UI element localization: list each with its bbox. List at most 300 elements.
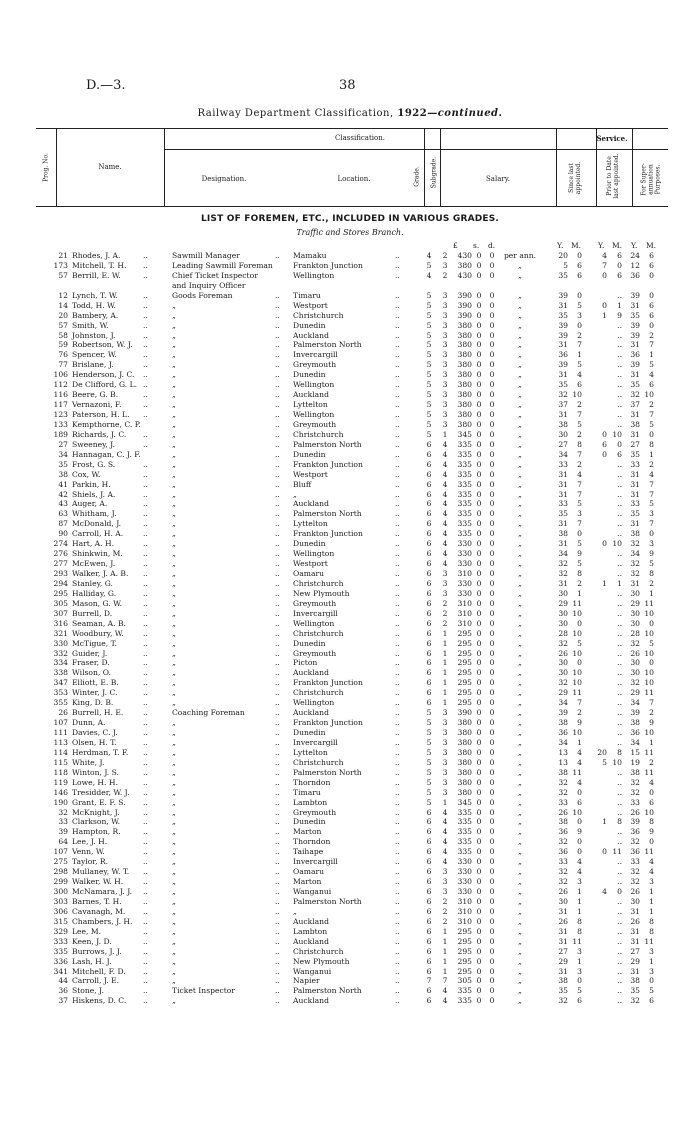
subgrade-cell: 2	[442, 618, 448, 628]
name-cell: Woodbury, W.	[72, 628, 124, 638]
grade-cell: 6	[426, 559, 432, 569]
leader-dots-cell: ..	[275, 946, 280, 956]
service-since-years-cell: 32	[558, 678, 568, 688]
service-super-months-cell: 6	[649, 260, 654, 270]
leader-dots-cell: ..	[395, 429, 400, 439]
salary-pounds-cell: 380	[457, 718, 472, 728]
service-prior-years-cell: 0	[602, 449, 607, 459]
salary-shillings-cell: 0	[476, 578, 482, 588]
service-since-months-cell: 4	[577, 857, 582, 867]
salary-period-cell: „	[518, 708, 522, 718]
service-super-years-cell: 31	[630, 429, 640, 439]
salary-period-cell: „	[518, 350, 522, 360]
subgrade-cell: 4	[442, 539, 448, 549]
subgrade-cell: 4	[442, 519, 448, 529]
designation-cell: „	[172, 847, 176, 857]
salary-pounds-cell: 430	[457, 251, 472, 260]
location-cell: New Plymouth	[293, 588, 350, 598]
service-super-months-cell: 6	[649, 251, 654, 260]
service-prior-months-cell: ..	[617, 638, 622, 648]
table-row	[0, 917, 700, 927]
service-since-years-cell: 33	[558, 459, 568, 469]
salary-pence-cell: 0	[489, 956, 495, 966]
designation-cell: „	[172, 569, 176, 578]
section-title: LIST OF FOREMEN, ETC., INCLUDED IN VARIOUS GRADES.	[200, 214, 500, 224]
leader-dots-cell: ..	[395, 310, 400, 320]
table-row	[0, 350, 700, 360]
location-cell: Greymouth	[293, 807, 337, 817]
service-since-months-cell: 2	[577, 429, 582, 439]
leader-dots-cell: ..	[143, 300, 148, 310]
salary-period-cell: „	[518, 578, 522, 588]
subgrade-cell: 3	[442, 360, 448, 370]
leader-dots-cell: ..	[143, 688, 148, 698]
subgrade-cell: 3	[442, 747, 448, 757]
service-since-months-cell: 4	[577, 777, 582, 787]
service-super-months-cell: 7	[649, 519, 654, 529]
prog-no-cell: 190	[53, 797, 68, 807]
service-since-months-cell: 2	[577, 330, 582, 340]
grade-cell: 5	[426, 747, 432, 757]
service-super-years-cell: 27	[630, 439, 640, 449]
name-cell: Hiskens, D. C.	[72, 996, 127, 1006]
salary-period-cell: „	[518, 598, 522, 608]
salary-pence-cell: 0	[489, 867, 495, 877]
grade-cell: 5	[426, 260, 432, 270]
leader-dots-cell: ..	[275, 509, 280, 519]
subgrade-cell: 3	[442, 380, 448, 390]
service-prior-years-cell: 0	[602, 429, 607, 439]
table-row	[0, 788, 700, 798]
leader-dots-cell: ..	[395, 747, 400, 757]
service-since-months-cell: 4	[577, 469, 582, 479]
service-super-months-cell: 7	[649, 479, 654, 489]
service-since-years-cell: 33	[558, 499, 568, 509]
subgrade-cell: 2	[442, 896, 448, 906]
service-since-years-cell: 33	[558, 857, 568, 867]
prog-no-cell: 274	[53, 539, 68, 549]
leader-dots-cell: ..	[275, 330, 280, 340]
salary-pence-cell: 0	[489, 857, 495, 867]
prog-no-cell: 315	[53, 916, 68, 926]
table-row	[0, 450, 700, 460]
salary-shillings-cell: 0	[476, 708, 482, 718]
service-since-years-cell: 27	[558, 946, 568, 956]
grade-cell: 6	[426, 638, 432, 648]
name-cell: McNamara, J. J.	[72, 887, 133, 896]
leader-dots-cell: ..	[275, 638, 280, 648]
salary-shillings-cell: 0	[476, 340, 482, 350]
prog-no-cell: 39	[58, 827, 68, 837]
service-since-years-cell: 29	[558, 956, 568, 966]
name-cell: Frost, G. S.	[72, 459, 116, 469]
service-since-years-cell: 31	[558, 966, 568, 976]
grade-cell: 6	[426, 896, 432, 906]
grade-cell: 6	[426, 936, 432, 946]
leader-dots-cell: ..	[275, 648, 280, 658]
subgrade-cell: 2	[442, 906, 448, 916]
location-cell: „	[293, 906, 297, 916]
salary-period-cell: „	[518, 588, 522, 598]
service-since-months-cell: 0	[577, 847, 582, 857]
prog-no-cell: 63	[58, 509, 68, 519]
salary-pounds-cell: 335	[457, 817, 472, 827]
salary-pence-cell: 0	[489, 330, 495, 340]
designation-cell: „	[172, 330, 176, 340]
location-cell: „	[293, 489, 297, 499]
subgrade-cell: 1	[442, 678, 448, 688]
service-prior-months-cell: ..	[617, 777, 622, 787]
prog-no-cell: 118	[53, 767, 68, 777]
leader-dots-cell: ..	[143, 330, 148, 340]
leader-dots-cell: ..	[395, 519, 400, 529]
location-cell: Greymouth	[293, 648, 337, 658]
salary-period-cell: „	[518, 867, 522, 877]
service-since-months-cell: 5	[577, 360, 582, 370]
name-cell: Stanley, G.	[72, 578, 113, 588]
service-since-months-cell: 11	[572, 688, 582, 698]
classification-header: Classification.	[335, 134, 385, 142]
leader-dots-cell: ..	[275, 827, 280, 837]
leader-dots-cell: ..	[143, 320, 148, 330]
leader-dots-cell: ..	[143, 400, 148, 410]
salary-period-cell: „	[518, 797, 522, 807]
leader-dots-cell: ..	[395, 290, 400, 300]
leader-dots-cell: ..	[143, 658, 148, 668]
location-cell: Taihape	[293, 847, 324, 857]
service-since-months-cell: 5	[577, 986, 582, 996]
table-row	[0, 619, 700, 629]
service-since-years-cell: 26	[558, 807, 568, 817]
location-cell: Timaru	[293, 787, 321, 797]
leader-dots-cell: ..	[143, 936, 148, 946]
service-super-years-cell: 33	[630, 857, 640, 867]
leader-dots-cell: ..	[143, 996, 148, 1006]
leader-dots-cell: ..	[395, 847, 400, 857]
designation-cell: „	[172, 678, 176, 688]
leader-dots-cell: ..	[395, 718, 400, 728]
salary-pence-cell: 0	[489, 549, 495, 559]
designation-cell: „	[172, 658, 176, 668]
salary-pounds-cell: 310	[457, 569, 472, 578]
salary-pounds-cell: 330	[457, 578, 472, 588]
prog-no-cell: 59	[58, 340, 68, 350]
title-year: 1922	[397, 108, 428, 119]
subgrade-cell: 4	[442, 996, 448, 1006]
subgrade-cell: 4	[442, 449, 448, 459]
service-super-years-cell: 36	[630, 350, 640, 360]
salary-period-cell: „	[518, 628, 522, 638]
service-super-months-cell: 6	[649, 996, 654, 1006]
leader-dots-cell: ..	[275, 976, 280, 986]
salary-pounds-cell: 335	[457, 529, 472, 539]
leader-dots-cell: ..	[395, 986, 400, 996]
service-since-years-cell: 26	[558, 648, 568, 658]
salary-period-cell: „	[518, 380, 522, 390]
service-super-months-cell: 2	[649, 330, 654, 340]
salary-shillings-cell: 0	[476, 370, 482, 380]
service-super-months-cell: 11	[644, 936, 654, 946]
name-cell: Fraser, D.	[72, 658, 110, 668]
designation-cell: „	[172, 857, 176, 867]
name-cell: White, J.	[72, 757, 105, 767]
leader-dots-cell: ..	[395, 906, 400, 916]
salary-period-cell: „	[518, 926, 522, 936]
subgrade-cell: 3	[442, 718, 448, 728]
service-super-years-cell: 35	[630, 310, 640, 320]
name-cell: Lee, J. H.	[72, 837, 108, 847]
grade-cell: 6	[426, 877, 432, 887]
name-cell: Stone, J.	[72, 986, 104, 996]
salary-pounds-cell: 430	[457, 270, 472, 280]
leader-dots-cell: ..	[143, 767, 148, 777]
salary-pence-cell: 0	[489, 688, 495, 698]
table-row	[0, 718, 700, 728]
leader-dots-cell: ..	[395, 956, 400, 966]
prog-no-cell: 58	[58, 330, 68, 340]
leader-dots-cell: ..	[143, 777, 148, 787]
salary-period-cell: „	[518, 827, 522, 837]
service-since-months-cell: 7	[577, 698, 582, 708]
salary-pence-cell: 0	[489, 559, 495, 569]
designation-cell: Chief Ticket Inspector	[172, 270, 258, 280]
leader-dots-cell: ..	[143, 877, 148, 887]
location-cell: Wellington	[293, 549, 335, 559]
name-cell: Bambery, A.	[72, 310, 119, 320]
grade-cell: 5	[426, 787, 432, 797]
salary-pence-cell: 0	[489, 737, 495, 747]
location-cell: Auckland	[293, 916, 329, 926]
leader-dots-cell: ..	[275, 728, 280, 737]
leader-dots-cell: ..	[143, 837, 148, 847]
salary-shillings-cell: 0	[476, 936, 482, 946]
name-cell: Cox, W.	[72, 469, 101, 479]
salary-shillings-cell: 0	[476, 896, 482, 906]
service-super-months-cell: 2	[649, 578, 654, 588]
designation-cell: „	[172, 896, 176, 906]
location-cell: Oamaru	[293, 867, 325, 877]
salary-pence-cell: 0	[489, 439, 495, 449]
service-since-months-cell: 5	[577, 499, 582, 509]
service-super-months-cell: 8	[649, 439, 654, 449]
salary-pounds-cell: 380	[457, 777, 472, 787]
salary-pounds-cell: 380	[457, 350, 472, 360]
leader-dots-cell: ..	[143, 608, 148, 618]
salary-shillings-cell: 0	[476, 668, 482, 678]
service-since-years-cell: 30	[558, 588, 568, 598]
service-prior-years-cell: 4	[602, 251, 607, 260]
service-since-months-cell: 10	[572, 628, 582, 638]
service-since-years-cell: 38	[558, 419, 568, 429]
leader-dots-cell: ..	[143, 708, 148, 718]
salary-pounds-cell: 345	[457, 429, 472, 439]
service-since-months-cell: 11	[572, 767, 582, 777]
leader-dots-cell: ..	[395, 489, 400, 499]
service-prior-months-cell: ..	[617, 688, 622, 698]
grade-cell: 6	[426, 658, 432, 668]
table-row	[0, 658, 700, 668]
service-super-months-cell: 0	[649, 320, 654, 330]
grade-cell: 6	[426, 857, 432, 867]
service-super-months-cell: 10	[644, 648, 654, 658]
service-since-months-cell: 10	[572, 807, 582, 817]
table-row	[0, 877, 700, 887]
location-cell: Frankton Junction	[293, 529, 363, 539]
salary-shillings-cell: 0	[476, 926, 482, 936]
service-since-years-cell: 38	[558, 817, 568, 827]
leader-dots-cell: ..	[143, 360, 148, 370]
service-prior-months-cell: ..	[617, 509, 622, 519]
salary-shillings-cell: 0	[476, 837, 482, 847]
service-since-years-cell: 39	[558, 320, 568, 330]
name-cell: Shinkwin, M.	[72, 549, 123, 559]
prog-no-cell: 329	[53, 926, 68, 936]
name-cell: Spencer, W.	[72, 350, 117, 360]
subgrade-cell: 1	[442, 698, 448, 708]
salary-pounds-cell: 380	[457, 320, 472, 330]
leader-dots-cell: ..	[395, 390, 400, 400]
service-since-years-cell: 39	[558, 330, 568, 340]
prog-no-cell: 64	[58, 837, 68, 847]
salary-pence-cell: 0	[489, 370, 495, 380]
location-cell: Oamaru	[293, 569, 325, 578]
leader-dots-cell: ..	[395, 996, 400, 1006]
salary-pounds-cell: 380	[457, 340, 472, 350]
designation-cell: „	[172, 877, 176, 887]
leader-dots-cell: ..	[275, 777, 280, 787]
leader-dots-cell: ..	[395, 966, 400, 976]
leader-dots-cell: ..	[143, 956, 148, 966]
location-cell: Bluff	[293, 479, 312, 489]
leader-dots-cell: ..	[395, 320, 400, 330]
service-prior-months-cell: ..	[617, 419, 622, 429]
subgrade-cell: 2	[442, 608, 448, 618]
salary-shillings-cell: 0	[476, 737, 482, 747]
service-prior-months-cell: ..	[617, 340, 622, 350]
name-cell: Olsen, H. T.	[72, 737, 117, 747]
location-cell: Frankton Junction	[293, 459, 363, 469]
service-super-years-cell: 30	[630, 896, 640, 906]
table-row	[0, 798, 700, 808]
leader-dots-cell: ..	[143, 370, 148, 380]
subgrade-cell: 2	[442, 251, 448, 260]
prog-no-cell: 316	[53, 618, 68, 628]
leader-dots-cell: ..	[275, 708, 280, 718]
leader-dots-cell: ..	[395, 618, 400, 628]
salary-pounds-cell: 335	[457, 449, 472, 459]
prog-no-cell: 334	[53, 658, 68, 668]
service-since-months-cell: 10	[572, 678, 582, 688]
location-cell: Auckland	[293, 390, 329, 400]
service-since-years-cell: 29	[558, 688, 568, 698]
subgrade-cell: 3	[442, 419, 448, 429]
prog-no-cell: 146	[53, 787, 68, 797]
subsection-title: Traffic and Stores Branch.	[296, 228, 404, 237]
leader-dots-cell: ..	[275, 797, 280, 807]
leader-dots-cell: ..	[143, 479, 148, 489]
subgrade-cell: 1	[442, 946, 448, 956]
service-super-months-cell: 9	[649, 718, 654, 728]
leader-dots-cell: ..	[275, 519, 280, 529]
prog-no-cell: 57	[58, 270, 68, 280]
table-row	[0, 251, 700, 261]
salary-pence-cell: 0	[489, 658, 495, 668]
designation-cell: „	[172, 598, 176, 608]
location-cell: Christchurch	[293, 757, 344, 767]
designation-cell: „	[172, 320, 176, 330]
location-cell: Napier	[293, 976, 320, 986]
leader-dots-cell: ..	[143, 648, 148, 658]
salary-pence-cell: 0	[489, 946, 495, 956]
salary-period-cell: „	[518, 668, 522, 678]
grade-cell: 6	[426, 688, 432, 698]
leader-dots-cell: ..	[395, 529, 400, 539]
table-row	[0, 639, 700, 649]
grade-cell: 5	[426, 370, 432, 380]
salary-period-cell: „	[518, 449, 522, 459]
grade-header: Grade.	[413, 166, 421, 187]
service-super-months-cell: 5	[649, 559, 654, 569]
table-row	[0, 340, 700, 350]
salary-pounds-cell: 380	[457, 380, 472, 390]
service-prior-months-cell: 6	[617, 449, 622, 459]
service-prior-years-cell: 1	[602, 578, 607, 588]
salary-pence-cell: 0	[489, 489, 495, 499]
grade-cell: 6	[426, 509, 432, 519]
prog-no-cell: 34	[58, 449, 68, 459]
service-super-years-cell: 32	[630, 777, 640, 787]
service-super-years-cell: 36	[630, 827, 640, 837]
service-super-months-cell: 3	[649, 877, 654, 887]
name-cell: Kempthorne, C. P.	[72, 419, 141, 429]
designation-cell: „	[172, 449, 176, 459]
prog-no-cell: 294	[53, 578, 68, 588]
leader-dots-cell: ..	[395, 509, 400, 519]
salary-pounds-cell: 310	[457, 906, 472, 916]
salary-period-cell: „	[518, 817, 522, 827]
subgrade-cell: 3	[442, 578, 448, 588]
service-super-years-cell: 31	[630, 578, 640, 588]
salary-shillings-cell: 0	[476, 400, 482, 410]
prior-to-header: Prior to Date last appointed.	[606, 153, 620, 199]
leader-dots-cell: ..	[395, 608, 400, 618]
location-cell: Wellington	[293, 698, 335, 708]
leader-dots-cell: ..	[395, 260, 400, 270]
service-super-years-cell: 39	[630, 290, 640, 300]
service-since-years-cell: 34	[558, 698, 568, 708]
salary-period-cell: „	[518, 648, 522, 658]
service-prior-months-cell: ..	[617, 598, 622, 608]
name-cell: Wilson, O.	[72, 668, 111, 678]
prog-no-cell: 27	[58, 439, 68, 449]
page-title	[0, 108, 700, 119]
location-cell: Frankton Junction	[293, 678, 363, 688]
service-super-months-cell: 11	[644, 598, 654, 608]
service-prior-years-cell: 0	[602, 539, 607, 549]
leader-dots-cell: ..	[395, 867, 400, 877]
service-prior-months-cell: ..	[617, 489, 622, 499]
grade-cell: 6	[426, 906, 432, 916]
salary-pence-cell: 0	[489, 340, 495, 350]
name-cell: Dunn, A.	[72, 718, 106, 728]
location-cell: Picton	[293, 658, 318, 668]
leader-dots-cell: ..	[275, 757, 280, 767]
leader-dots-cell: ..	[143, 757, 148, 767]
name-cell: Grant, E. F. S.	[72, 797, 126, 807]
leader-dots-cell: ..	[275, 479, 280, 489]
service-super-years-cell: 32	[630, 390, 640, 400]
table-row	[0, 609, 700, 619]
